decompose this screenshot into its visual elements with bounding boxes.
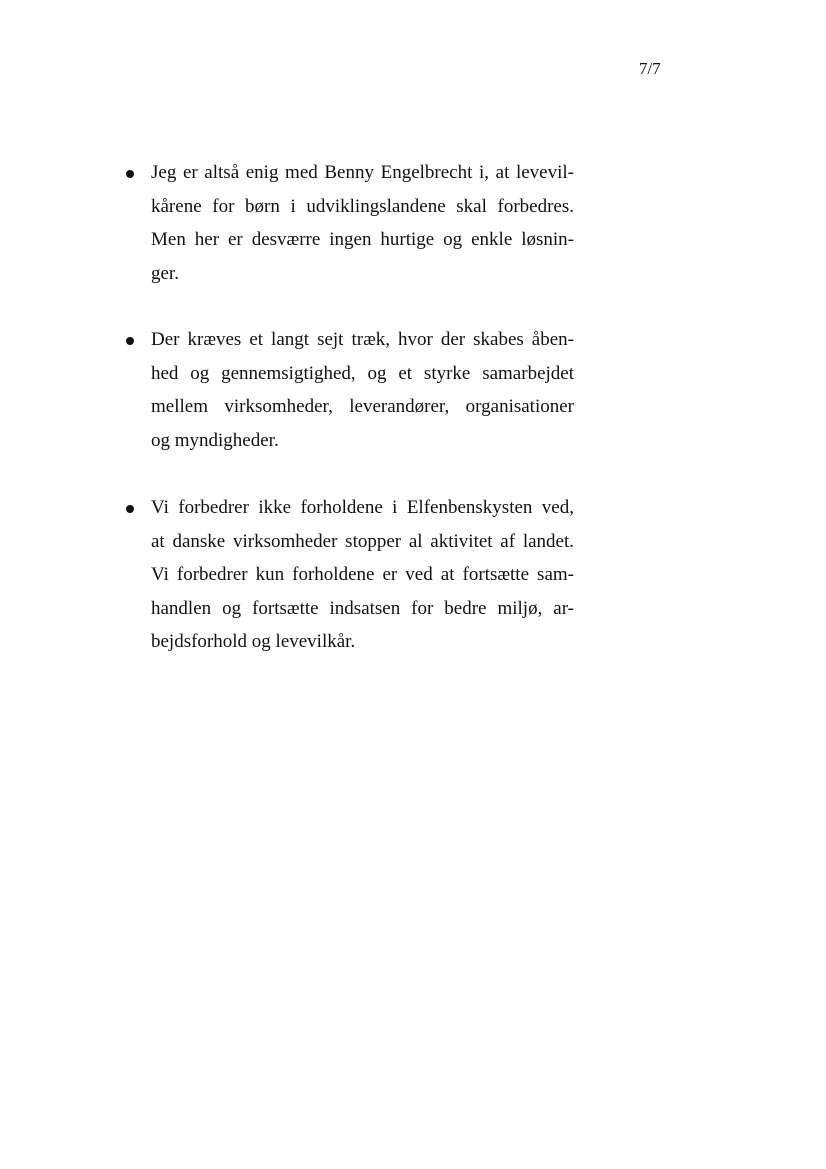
bullet-text-1 xyxy=(151,156,574,290)
text-line: og myndigheder. xyxy=(151,429,279,451)
text-line: at danske virksomheder stopper al aktivitet af landet. xyxy=(151,530,574,552)
page-number: 7/7 xyxy=(639,59,661,78)
text-line: kårene for børn i udviklingslandene skal forbedres. xyxy=(151,195,574,217)
bullet-text-2 xyxy=(151,323,574,457)
text-line: Men her er desværre ingen hurtige og enkle løsnin- xyxy=(151,229,574,250)
text-line: handlen og fortsætte indsatsen for bedre miljø, ar- xyxy=(151,597,574,619)
text-line: Jeg er altså enig med Benny Engelbrecht i, at levevil- xyxy=(151,162,574,183)
bullet-icon xyxy=(126,170,134,178)
text-line: bejdsforhold og levevilkår. xyxy=(151,631,356,652)
text-line: ger. xyxy=(151,262,179,284)
bullet-text-3 xyxy=(151,491,574,659)
bullet-icon xyxy=(126,505,134,513)
text-line: Vi forbedrer kun forholdene er ved at fortsætte sam- xyxy=(151,564,574,585)
text-line: hed og gennemsigtighed, og et styrke samarbejdet xyxy=(151,362,574,384)
text-line: Der kræves et langt sejt træk, hvor der skabes åben- xyxy=(151,329,574,350)
text-line: mellem virksomheder, leverandører, organisationer xyxy=(151,396,574,417)
text-line: Vi forbedrer ikke forholdene i Elfenbenskysten ved, xyxy=(151,497,574,518)
bullet-icon xyxy=(126,337,134,345)
